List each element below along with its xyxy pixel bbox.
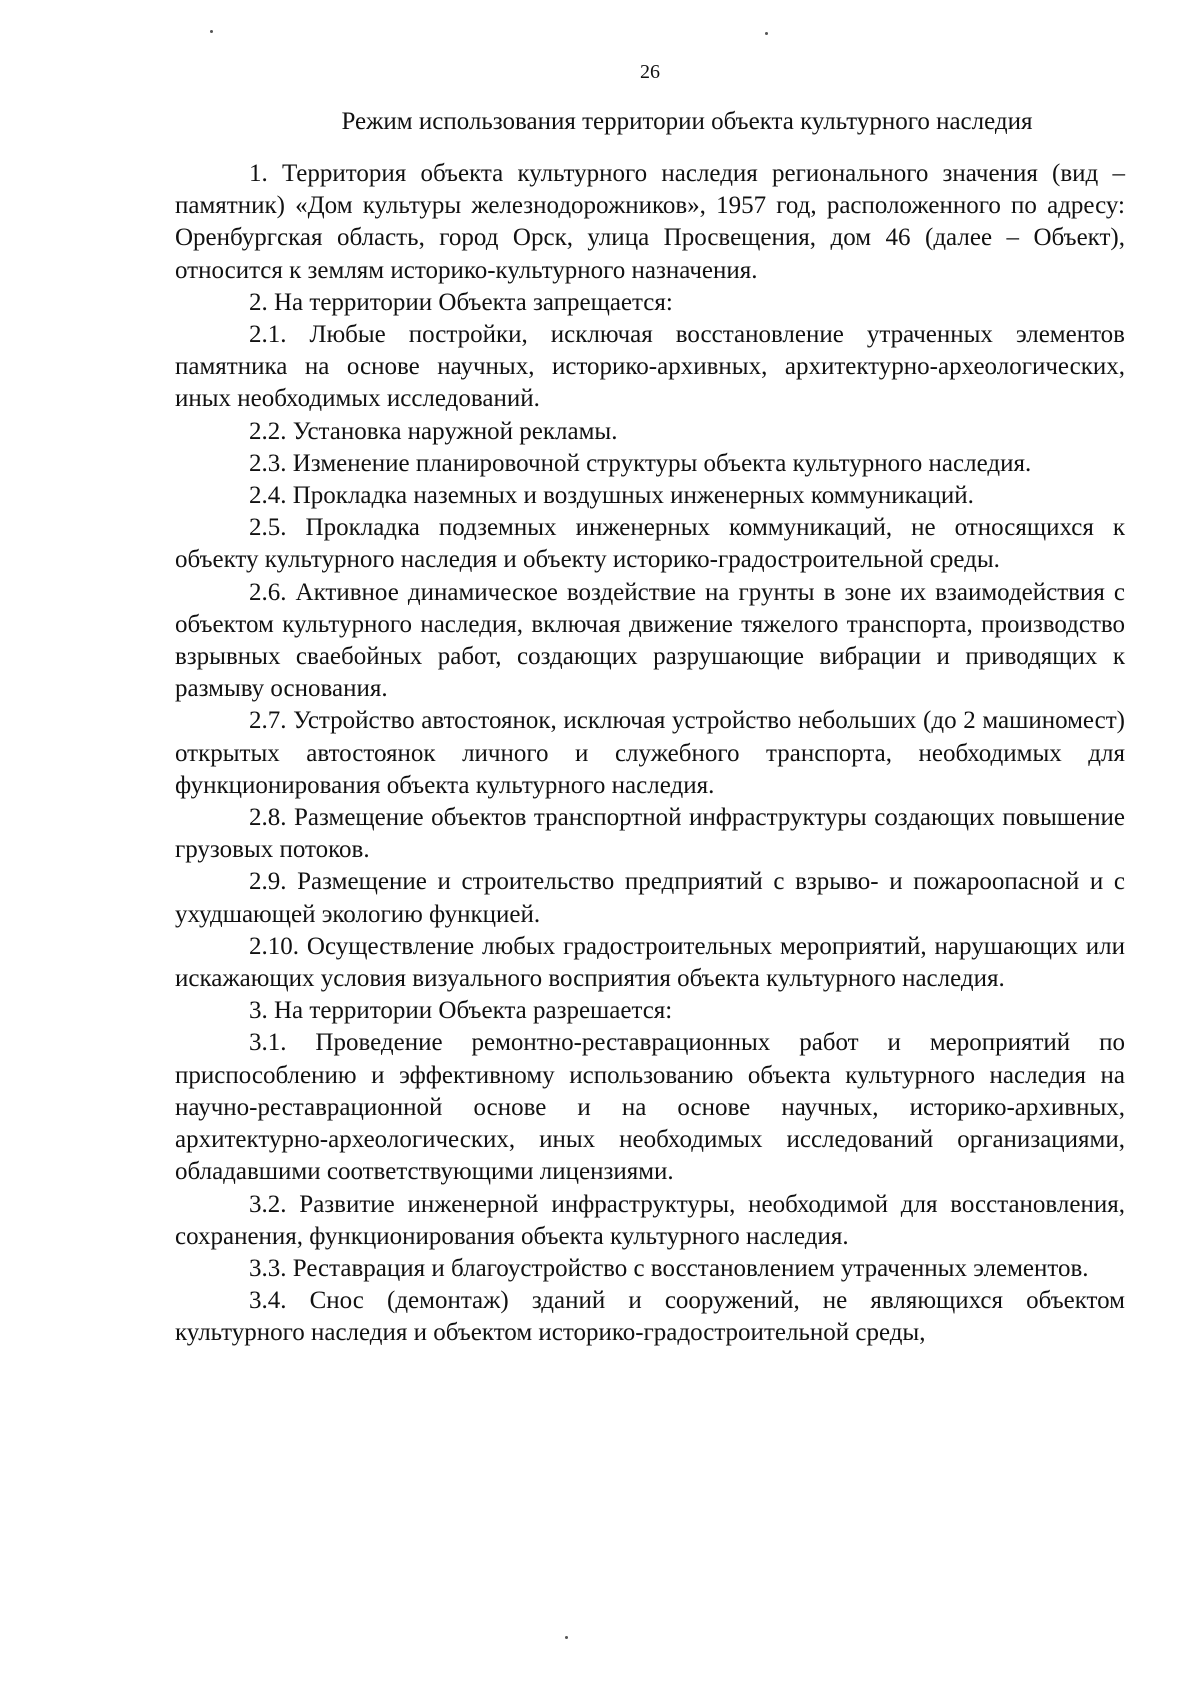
document-body [175,158,1125,1350]
paragraph-3: 3. На территории Объекта разрешается: [249,997,673,1025]
paragraph-2-3: 2.3. Изменение планировочной структуры объекта культурного наследия. [249,449,1032,477]
paragraph-2-9: 2.9. Размещение и строительство предприятий с взрыво- и пожароопасной и с ухудшающей экологию функцией. [175,868,1125,928]
paragraph-2: 2. На территории Объекта запрещается: [249,288,673,316]
paragraph-3-2: 3.2. Развитие инженерной инфраструктуры, необходимой для восстановления, сохранения, функционирования объекта культурного наследия. [175,1190,1125,1250]
paragraph-3-1: 3.1. Проведение ремонтно-реставрационных работ и мероприятий по приспособлению и эффективному использованию объекта культурного наследия на научно-реставрационной основе и на основе научных, историко-архивных, архитектурно-археологических, иных необходимых исследований организациями, обладавшими соответствующими лицензиями. [175,1029,1125,1186]
paragraph-2-8: 2.8. Размещение объектов транспортной инфраструктуры создающих повышение грузовых потоков. [175,804,1125,864]
page-number: 26 [640,61,660,83]
paragraph-2-1: 2.1. Любые постройки, исключая восстановление утраченных элементов памятника на основе научных, историко-архивных, архитектурно-археологических, иных необходимых исследований. [175,321,1125,413]
paragraph-3-3: 3.3. Реставрация и благоустройство с восстановлением утраченных элементов. [249,1254,1089,1282]
paragraph-2-6: 2.6. Активное динамическое воздействие на грунты в зоне их взаимодействия с объектом культурного наследия, включая движение тяжелого транспорта, производство взрывных свaебойных работ, создающих разрушающие вибрации и приводящих к размыву основания. [175,578,1125,703]
document-page [175,60,1125,1350]
paragraph-2-7: 2.7. Устройство автостоянок, исключая устройство небольших (до 2 машиномест) открытых автостоянок личного и служебного транспорта, необходимых для функционирования объекта культурного наследия. [175,707,1125,799]
paragraph-2-4: 2.4. Прокладка наземных и воздушных инженерных коммуникаций. [249,482,974,510]
scan-speck [565,1636,568,1639]
paragraph-2-10: 2.10. Осуществление любых градостроительных мероприятий, нарушающих или искажающих условия визуального восприятия объекта культурного наследия. [175,932,1125,993]
paragraph-2-5: 2.5. Прокладка подземных инженерных коммуникаций, не относящихся к объекту культурного наследия и объекту историко-градостроительной среды. [175,514,1125,574]
paragraph-3-4: 3.4. Снос (демонтаж) зданий и сооружений, не являющихся объектом культурного наследия и объектом историко-градостроительной среды, [175,1287,1125,1347]
paragraph-2-2: 2.2. Установка наружной рекламы. [249,417,618,445]
scan-speck [210,30,213,33]
paragraph-1: 1. Территория объекта культурного наследия регионального значения (вид – памятник) «Дом культуры железнодорожников», 1957 год, расположенного по адресу: Оренбургская область, город Орск, улица Просвещения, дом 46 (далее – Объект), относится к землям историко-культурного назначения. [175,160,1125,284]
document-title: Режим использования территории объекта культурного наследия [341,108,1033,135]
scan-speck [765,32,768,35]
